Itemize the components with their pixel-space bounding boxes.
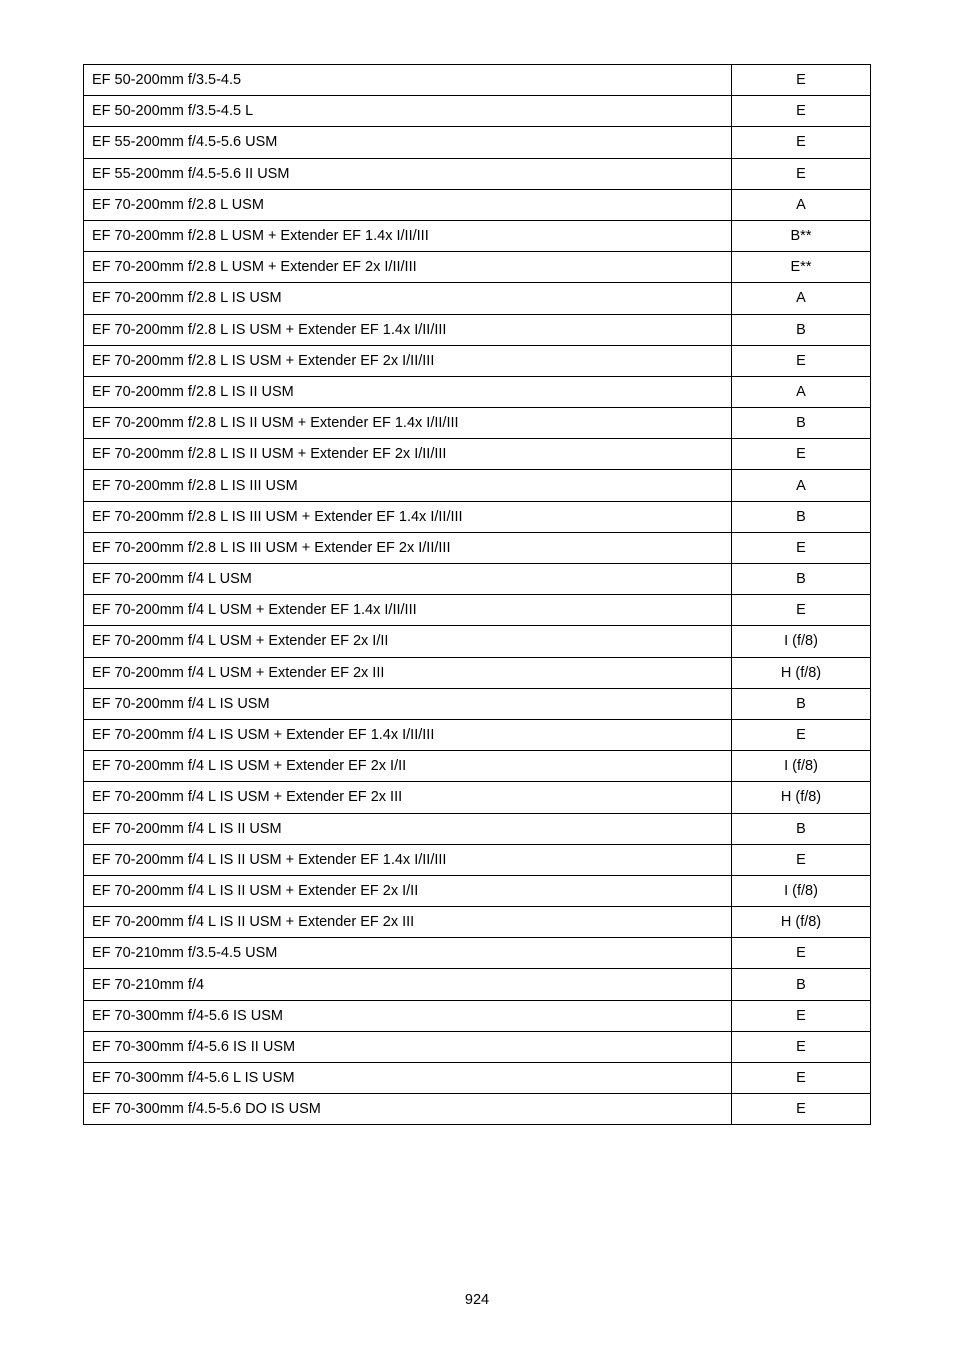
- compatibility-cell: E: [732, 938, 871, 969]
- lens-name-cell: EF 70-300mm f/4-5.6 IS II USM: [84, 1031, 732, 1062]
- compatibility-cell: E: [732, 96, 871, 127]
- lens-compatibility-table: [83, 64, 871, 1125]
- lens-name-cell: EF 70-200mm f/4 L IS USM + Extender EF 2x I/II: [84, 751, 732, 782]
- table-row: [84, 532, 871, 563]
- compatibility-cell: A: [732, 470, 871, 501]
- table-row: [84, 470, 871, 501]
- table-row: [84, 1000, 871, 1031]
- table-row: [84, 719, 871, 750]
- compatibility-cell: E: [732, 532, 871, 563]
- table-row: [84, 220, 871, 251]
- compatibility-cell: H (f/8): [732, 657, 871, 688]
- lens-name-cell: EF 70-200mm f/4 L IS USM + Extender EF 1.4x I/II/III: [84, 719, 732, 750]
- compatibility-cell: B: [732, 969, 871, 1000]
- compatibility-cell: H (f/8): [732, 782, 871, 813]
- lens-name-cell: EF 70-200mm f/4 L USM + Extender EF 2x I/II: [84, 626, 732, 657]
- table-row: [84, 189, 871, 220]
- lens-name-cell: EF 70-200mm f/4 L IS II USM: [84, 813, 732, 844]
- table-row: [84, 314, 871, 345]
- table-row: [84, 1031, 871, 1062]
- table-row: [84, 158, 871, 189]
- compatibility-cell: B: [732, 314, 871, 345]
- lens-name-cell: EF 70-200mm f/2.8 L IS USM: [84, 283, 732, 314]
- table-row: [84, 345, 871, 376]
- lens-name-cell: EF 70-200mm f/2.8 L USM + Extender EF 1.4x I/II/III: [84, 220, 732, 251]
- table-row: [84, 96, 871, 127]
- table-row: [84, 875, 871, 906]
- lens-name-cell: EF 55-200mm f/4.5-5.6 II USM: [84, 158, 732, 189]
- lens-name-cell: EF 70-200mm f/4 L IS II USM + Extender EF 2x III: [84, 907, 732, 938]
- table-row: [84, 564, 871, 595]
- table-row: [84, 626, 871, 657]
- lens-name-cell: EF 50-200mm f/3.5-4.5: [84, 65, 732, 96]
- compatibility-cell: E: [732, 1094, 871, 1125]
- compatibility-cell: E: [732, 65, 871, 96]
- table-row: [84, 501, 871, 532]
- lens-name-cell: EF 70-200mm f/2.8 L IS III USM + Extender EF 2x I/II/III: [84, 532, 732, 563]
- compatibility-cell: A: [732, 283, 871, 314]
- table-row: [84, 657, 871, 688]
- compatibility-cell: I (f/8): [732, 751, 871, 782]
- lens-name-cell: EF 70-200mm f/2.8 L IS III USM: [84, 470, 732, 501]
- table-row: [84, 65, 871, 96]
- compatibility-cell: A: [732, 376, 871, 407]
- compatibility-cell: I (f/8): [732, 626, 871, 657]
- compatibility-cell: E: [732, 1063, 871, 1094]
- compatibility-cell: B: [732, 564, 871, 595]
- table-row: [84, 844, 871, 875]
- lens-name-cell: EF 70-300mm f/4.5-5.6 DO IS USM: [84, 1094, 732, 1125]
- table-row: [84, 813, 871, 844]
- lens-name-cell: EF 70-200mm f/4 L IS II USM + Extender EF 2x I/II: [84, 875, 732, 906]
- compatibility-cell: B: [732, 408, 871, 439]
- table-row: [84, 688, 871, 719]
- table-row: [84, 283, 871, 314]
- compatibility-cell: E: [732, 595, 871, 626]
- table-body: [84, 65, 871, 1125]
- lens-name-cell: EF 70-200mm f/2.8 L IS USM + Extender EF 2x I/II/III: [84, 345, 732, 376]
- compatibility-cell: B: [732, 813, 871, 844]
- lens-name-cell: EF 55-200mm f/4.5-5.6 USM: [84, 127, 732, 158]
- lens-name-cell: EF 70-200mm f/2.8 L IS USM + Extender EF 1.4x I/II/III: [84, 314, 732, 345]
- lens-name-cell: EF 70-300mm f/4-5.6 IS USM: [84, 1000, 732, 1031]
- table-row: [84, 595, 871, 626]
- lens-name-cell: EF 70-200mm f/2.8 L IS II USM + Extender EF 2x I/II/III: [84, 439, 732, 470]
- lens-name-cell: EF 70-200mm f/4 L IS USM: [84, 688, 732, 719]
- table-row: [84, 127, 871, 158]
- lens-name-cell: EF 70-200mm f/2.8 L USM: [84, 189, 732, 220]
- compatibility-cell: E: [732, 127, 871, 158]
- compatibility-cell: E: [732, 439, 871, 470]
- table-row: [84, 252, 871, 283]
- lens-name-cell: EF 70-200mm f/2.8 L USM + Extender EF 2x I/II/III: [84, 252, 732, 283]
- compatibility-cell: B: [732, 688, 871, 719]
- lens-name-cell: EF 70-200mm f/4 L IS USM + Extender EF 2x III: [84, 782, 732, 813]
- table-row: [84, 782, 871, 813]
- lens-name-cell: EF 50-200mm f/3.5-4.5 L: [84, 96, 732, 127]
- compatibility-cell: I (f/8): [732, 875, 871, 906]
- compatibility-cell: E: [732, 1031, 871, 1062]
- table-row: [84, 907, 871, 938]
- table-row: [84, 751, 871, 782]
- table-row: [84, 376, 871, 407]
- compatibility-cell: E: [732, 158, 871, 189]
- lens-name-cell: EF 70-200mm f/4 L USM: [84, 564, 732, 595]
- table-row: [84, 408, 871, 439]
- compatibility-cell: A: [732, 189, 871, 220]
- table-row: [84, 1094, 871, 1125]
- lens-name-cell: EF 70-200mm f/4 L USM + Extender EF 1.4x I/II/III: [84, 595, 732, 626]
- table-row: [84, 938, 871, 969]
- lens-name-cell: EF 70-210mm f/4: [84, 969, 732, 1000]
- compatibility-cell: E**: [732, 252, 871, 283]
- compatibility-cell: E: [732, 719, 871, 750]
- lens-name-cell: EF 70-200mm f/2.8 L IS II USM + Extender EF 1.4x I/II/III: [84, 408, 732, 439]
- page-number: 924: [464, 1292, 490, 1308]
- lens-name-cell: EF 70-200mm f/2.8 L IS III USM + Extender EF 1.4x I/II/III: [84, 501, 732, 532]
- table-row: [84, 969, 871, 1000]
- table-row: [84, 1063, 871, 1094]
- lens-name-cell: EF 70-200mm f/4 L USM + Extender EF 2x III: [84, 657, 732, 688]
- lens-name-cell: EF 70-200mm f/4 L IS II USM + Extender EF 1.4x I/II/III: [84, 844, 732, 875]
- compatibility-cell: E: [732, 1000, 871, 1031]
- lens-name-cell: EF 70-210mm f/3.5-4.5 USM: [84, 938, 732, 969]
- compatibility-cell: E: [732, 844, 871, 875]
- compatibility-cell: E: [732, 345, 871, 376]
- compatibility-cell: H (f/8): [732, 907, 871, 938]
- lens-name-cell: EF 70-200mm f/2.8 L IS II USM: [84, 376, 732, 407]
- lens-name-cell: EF 70-300mm f/4-5.6 L IS USM: [84, 1063, 732, 1094]
- table-row: [84, 439, 871, 470]
- compatibility-cell: B: [732, 501, 871, 532]
- compatibility-cell: B**: [732, 220, 871, 251]
